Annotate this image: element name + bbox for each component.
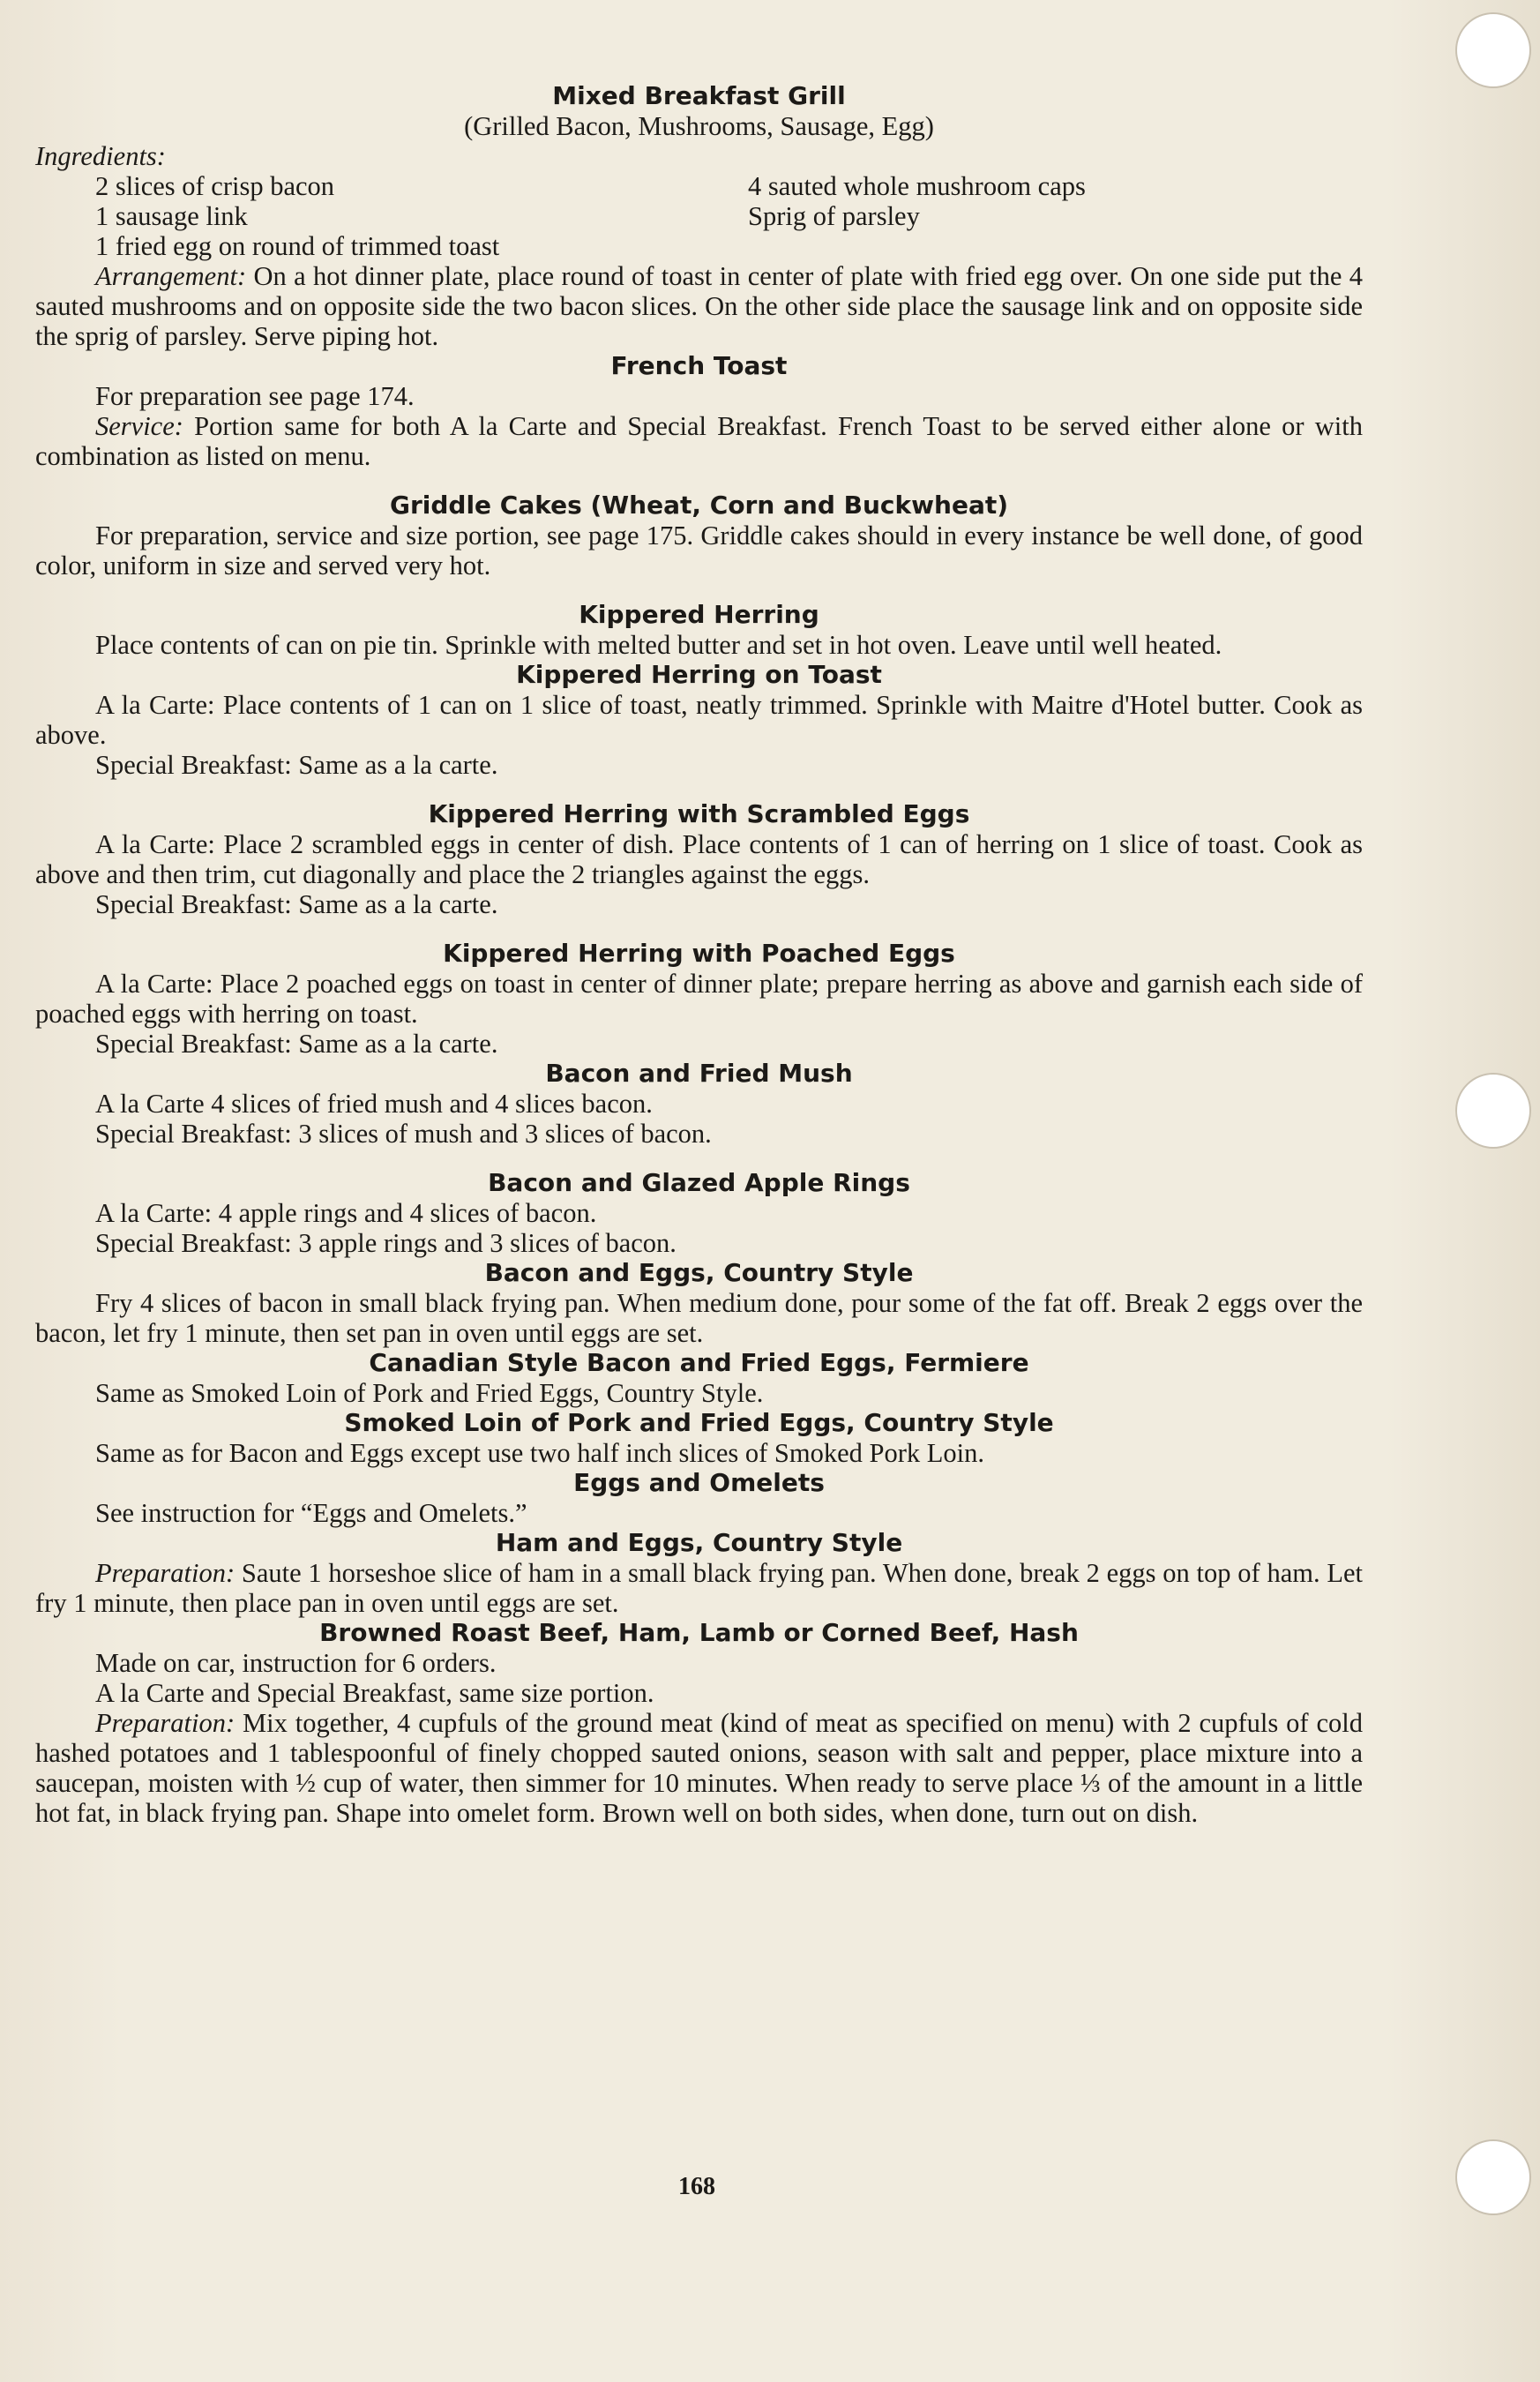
paragraph: Same as Smoked Loin of Pork and Fried Eggs, Country Style. (95, 1378, 764, 1408)
section-title: Griddle Cakes (Wheat, Corn and Buckwheat) (389, 491, 1009, 520)
page-number: 168 (678, 2173, 715, 2200)
section-title: Smoked Loin of Pork and Fried Eggs, Country Style (344, 1408, 1054, 1437)
ingredient-item: 2 slices of crisp bacon (95, 171, 335, 201)
paragraph: Special Breakfast: Same as a la carte. (95, 750, 498, 780)
ingredient-item: Sprig of parsley (748, 201, 920, 231)
arrangement-paragraph (35, 261, 1363, 351)
paragraph: A la Carte 4 slices of fried mush and 4 slices bacon. (95, 1089, 653, 1119)
paragraph: Place contents of can on pie tin. Sprinkle with melted butter and set in hot oven. Leave until well heated. (95, 630, 1222, 660)
page-content (35, 81, 1363, 1828)
binder-hole-middle (1455, 1073, 1531, 1149)
preparation-paragraph (35, 1708, 1363, 1828)
ingredients-list (35, 171, 1363, 231)
ingredients-label: Ingredients: (35, 141, 166, 171)
section-title: Bacon and Glazed Apple Rings (488, 1168, 910, 1197)
ingredient-item: 1 sausage link (95, 201, 248, 231)
paragraph: Special Breakfast: Same as a la carte. (95, 889, 498, 919)
paragraph: Made on car, instruction for 6 orders. (95, 1648, 497, 1678)
paragraph: A la Carte: Place 2 poached eggs on toast in center of dinner plate; prepare herring as above and garnish each side of poached eggs with herring on toast. (35, 969, 1363, 1029)
section-title: Canadian Style Bacon and Fried Eggs, Fermiere (369, 1348, 1029, 1377)
paragraph: Fry 4 slices of bacon in small black frying pan. When medium done, pour some of the fat off. Break 2 eggs over the bacon, let fry 1 minute, then set pan in oven until eggs are set. (35, 1288, 1363, 1348)
section-title: Kippered Herring with Poached Eggs (443, 939, 955, 968)
section-subtitle: (Grilled Bacon, Mushrooms, Sausage, Egg) (464, 111, 934, 141)
service-text: Portion same for both A la Carte and Special Breakfast. French Toast to be served either alone or with combination as listed on menu. (35, 411, 1363, 471)
paragraph: A la Carte: Place contents of 1 can on 1 slice of toast, neatly trimmed. Sprinkle with Maitre d'Hotel butter. Cook as above. (35, 690, 1363, 750)
section-title: Browned Roast Beef, Ham, Lamb or Corned Beef, Hash (319, 1618, 1079, 1647)
paragraph: A la Carte: Place 2 scrambled eggs in center of dish. Place contents of 1 can of herring on 1 slice of toast. Cook as above and then trim, cut diagonally and place the 2 triangles against the eggs. (35, 829, 1363, 889)
section-title: French Toast (610, 351, 788, 380)
section-title: Ham and Eggs, Country Style (495, 1528, 903, 1557)
binder-hole-bottom (1455, 2139, 1531, 2215)
paragraph: Same as for Bacon and Eggs except use two half inch slices of Smoked Pork Loin. (95, 1438, 984, 1468)
paragraph: For preparation see page 174. (95, 381, 415, 411)
paragraph: See instruction for “Eggs and Omelets.” (95, 1498, 527, 1528)
section-title: Bacon and Eggs, Country Style (484, 1258, 914, 1287)
section-title: Mixed Breakfast Grill (552, 81, 846, 110)
preparation-label: Preparation: (95, 1708, 235, 1738)
paragraph: Special Breakfast: Same as a la carte. (95, 1029, 498, 1059)
service-paragraph (35, 411, 1363, 471)
preparation-text: Mix together, 4 cupfuls of the ground meat (kind of meat as specified on menu) with 2 cupfuls of cold hashed potatoes and 1 tablespoonful of finely chopped sauted onions, season with salt and pepper, place mixture into a saucepan, moisten with ½ cup of water, then simmer for 10 minutes. When ready to serve place ⅓ of the amount in a little hot fat, in black frying pan. Shape into omelet form. Brown well on both sides, when done, turn out on dish. (35, 1708, 1363, 1828)
arrangement-text: On a hot dinner plate, place round of toast in center of plate with fried egg over. On one side put the 4 sauted mushrooms and on opposite side the two bacon slices. On the other side place the sausage link and on opposite side the sprig of parsley. Serve piping hot. (35, 261, 1363, 351)
ingredient-item: 1 fried egg on round of trimmed toast (95, 231, 500, 261)
binder-hole-top (1455, 12, 1531, 88)
preparation-paragraph (35, 1558, 1363, 1618)
paragraph: For preparation, service and size portion, see page 175. Griddle cakes should in every instance be well done, of good color, uniform in size and served very hot. (35, 521, 1363, 581)
preparation-label: Preparation: (95, 1558, 235, 1588)
section-title: Bacon and Fried Mush (545, 1059, 853, 1088)
ingredient-item: 4 sauted whole mushroom caps (748, 171, 1086, 201)
preparation-text: Saute 1 horseshoe slice of ham in a small black frying pan. When done, break 2 eggs on top of ham. Let fry 1 minute, then place pan in oven until eggs are set. (35, 1558, 1363, 1618)
section-title: Kippered Herring (579, 600, 819, 629)
section-title: Kippered Herring on Toast (516, 660, 882, 689)
paragraph: A la Carte and Special Breakfast, same size portion. (95, 1678, 654, 1708)
section-title: Eggs and Omelets (573, 1468, 825, 1497)
service-label: Service: (95, 411, 183, 441)
section-title: Kippered Herring with Scrambled Eggs (428, 799, 970, 828)
arrangement-label: Arrangement: (95, 261, 247, 291)
paragraph: Special Breakfast: 3 slices of mush and 3 slices of bacon. (95, 1119, 712, 1149)
paragraph: Special Breakfast: 3 apple rings and 3 slices of bacon. (95, 1228, 677, 1258)
paragraph: A la Carte: 4 apple rings and 4 slices of bacon. (95, 1198, 597, 1228)
